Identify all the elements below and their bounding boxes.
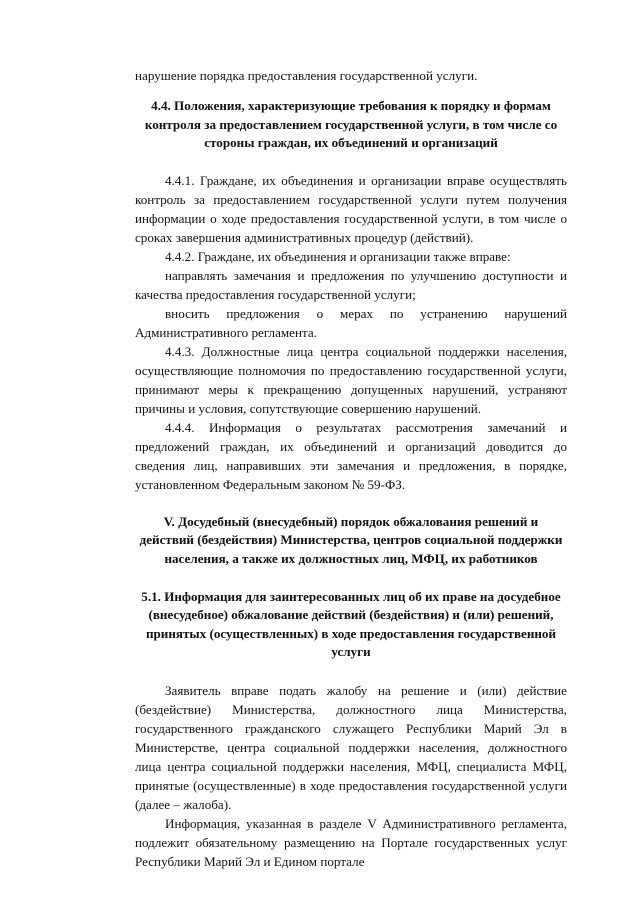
spacer [135,662,567,681]
heading-5-1: 5.1. Информация для заинтересованных лиц об их праве на досудебное (внесудебное) обжалование действий (бездействия) и (или) решений, принятых (осуществленных) в ходе предоставления государственной услуги [141,588,561,660]
top-line: нарушение порядка предоставления государственной услуги. [135,68,478,83]
paragraph-4-4-4: 4.4.4. Информация о результатах рассмотрения замечаний и предложений граждан, их объединений и организаций доводится до сведения лиц, направивших эти замечания и предложения, в порядке, установленном Федеральным законом № 59-ФЗ. [135,419,567,492]
document-page [135,66,567,871]
paragraph-4-4-2-item-1: направлять замечания и предложения по улучшению доступности и качества предоставления государственной услуги; [135,267,567,302]
spacer [135,85,567,97]
spacer [135,153,567,171]
paragraph-5-1-information: Информация, указанная в разделе V Административного регламента, подлежит обязательному размещению на Портале государственных услуг Республики Марий Эл и Едином портале [135,815,567,869]
spacer [135,494,567,513]
paragraph-5-1-complaint: Заявитель вправе подать жалобу на решение и (или) действие (бездействие) Министерства, должностного лица Министерства, государственного гражданского служащего Республики Марий Эл в Министерстве, центра социальной поддержки населения, должностного лица центра социальной поддержки населения, МФЦ, специалиста МФЦ, принятые (осуществленные) в ходе предоставления государственной услуги (далее – жалоба). [135,682,567,812]
paragraph-4-4-2-item-2: вносить предложения о мерах по устранению нарушений Административного регламента. [135,305,567,340]
spacer [135,569,567,588]
heading-4-4: 4.4. Положения, характеризующие требования к порядку и формам контроля за предоставлением государственной услуги, в том числе со стороны граждан, их объединений и организаций [144,98,558,151]
paragraph-4-4-1: 4.4.1. Граждане, их объединения и организации вправе осуществлять контроль за предоставлением государственной услуги путем получения информации о ходе предоставления государственной услуги, в том числе о сроках завершения административных процедур (действий). [135,172,567,245]
paragraph-4-4-3: 4.4.3. Должностные лица центра социальной поддержки населения, осуществляющие полномочия по предоставлению государственной услуги, принимают меры к прекращению допущенных нарушений, устраняют причины и условия, сопутствующие совершению нарушений. [135,343,567,416]
paragraph-4-4-2: 4.4.2. Граждане, их объединения и организации также вправе: [165,248,511,264]
heading-section-5: V. Досудебный (внесудебный) порядок обжалования решений и действий (бездействия) Министерства, центров социальной поддержки населения, а также их должностных лиц, МФЦ, их работников [139,513,563,566]
